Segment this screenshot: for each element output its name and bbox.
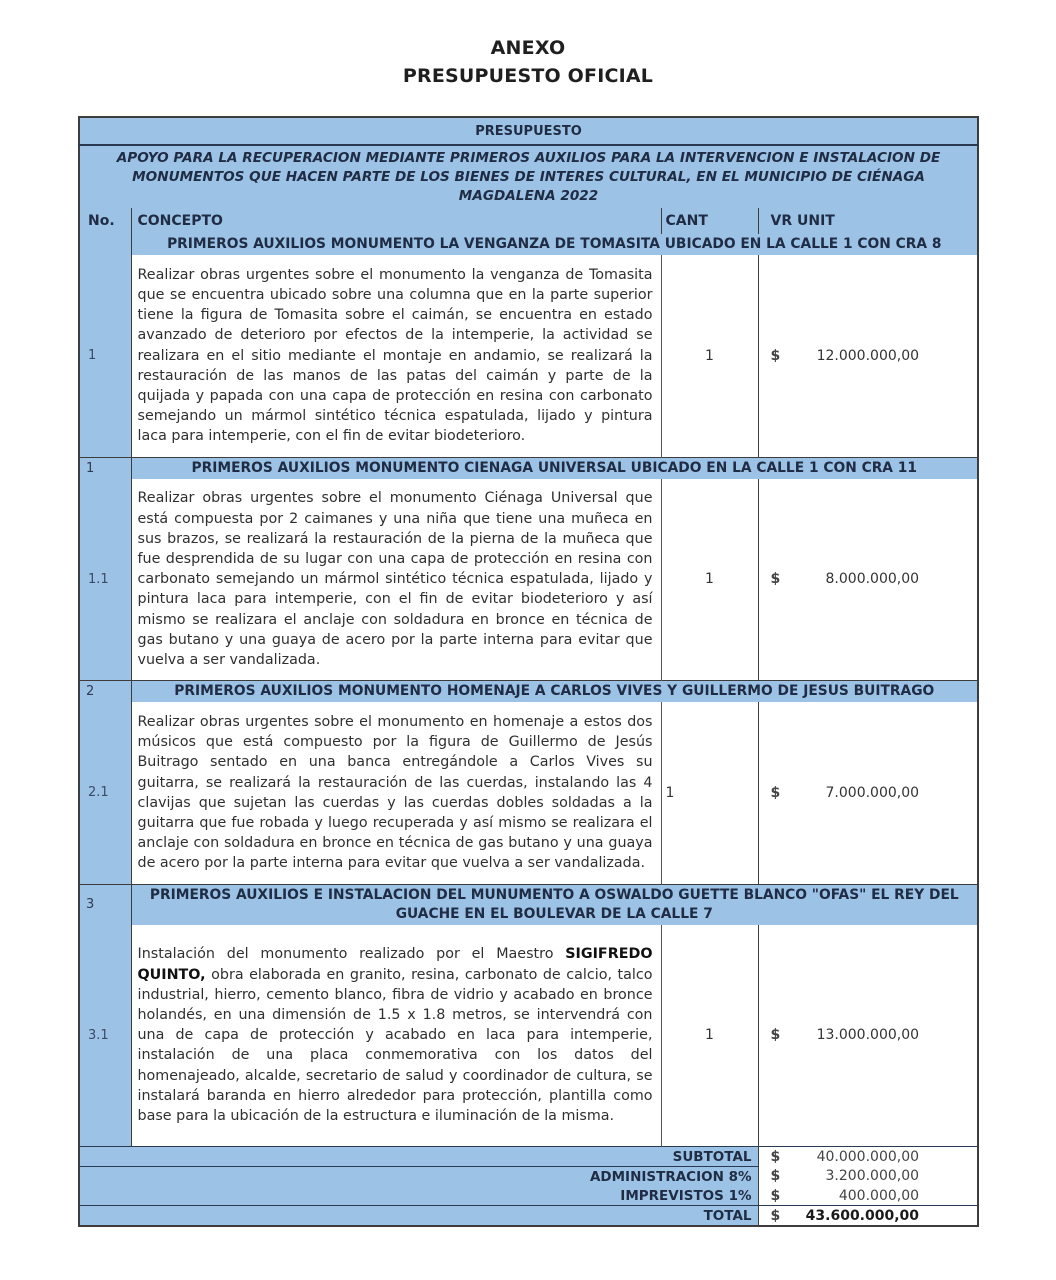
artist-name: SIGIFREDO QUINTO,	[137, 946, 653, 983]
budget-header: PRESUPUESTO	[79, 117, 978, 145]
item-description: Realizar obras urgentes sobre el monumento en homenaje a estos dos músicos que está compuesto por la figura de Guillermo de Jesús Buitrago sentado en una banca entregándole a Carlos Vives su guitarra, se realizará la restauración de las cuerdas, instalando las 4 clavijas que sujetan las cuerdas y las cuerdas dobles soldadas a la guitarra que fue robada y luego recuperada y así mismo se realizara el anclaje con soldadura en bronce en técnica de gas butano y una guaya de acero por la parte interna para evitar que vuelva a ser vandalizada.	[131, 702, 661, 884]
subtotal-row	[79, 1147, 978, 1167]
item-quantity: 1	[661, 702, 758, 884]
item-number: 3.1	[79, 925, 131, 1147]
table-row	[79, 702, 978, 884]
administration-value	[758, 1167, 978, 1187]
column-header-concepto: CONCEPTO	[131, 208, 661, 234]
budget-table	[78, 116, 979, 1227]
administration-label: ADMINISTRACION 8%	[79, 1167, 758, 1187]
currency-symbol: $	[770, 1207, 781, 1224]
item-unit-value	[758, 255, 978, 457]
currency-symbol: $	[770, 347, 781, 364]
section-row	[79, 681, 978, 703]
item-unit-value	[758, 925, 978, 1147]
contingency-value	[758, 1186, 978, 1206]
project-title: APOYO PARA LA RECUPERACION MEDIANTE PRIMEROS AUXILIOS PARA LA INTERVENCION E INSTALACION DE MONUMENTOS QUE HACEN PARTE DE LOS BIENES DE INTERES CULTURAL, EN EL MUNICIPIO DE CIÉNAGA MAGDALENA 2022	[79, 145, 978, 208]
item-number: 1.1	[79, 479, 131, 681]
table-row	[79, 255, 978, 457]
contingency-label: IMPREVISTOS 1%	[79, 1186, 758, 1206]
title-anexo: ANEXO	[490, 37, 566, 59]
section-row	[79, 234, 978, 255]
section-number: 2	[79, 681, 131, 703]
column-header-cant: CANT	[661, 208, 758, 234]
currency-symbol: $	[770, 1148, 781, 1165]
item-description: Realizar obras urgentes sobre el monumento Ciénaga Universal que está compuesta por 2 caimanes y una niña que tiene una muñeca en sus brazos, se realizará la restauración de la pierna de la muñeca que fue desprendida de su lugar con una capa de protección en resina con carbonato semejando un mármol sintético técnica espatulada, lijado y pintura laca para intemperie, con el fin de evitar biodeterioro y así mismo se realizara el anclaje con soldadura en bronce en técnica de gas butano y una guaya de acero por la parte interna para evitar que vuelva a ser vandalizada.	[131, 479, 661, 681]
currency-symbol: $	[770, 1027, 781, 1044]
column-header-vr-unit: VR UNIT	[758, 208, 978, 234]
section-title: PRIMEROS AUXILIOS MONUMENTO HOMENAJE A CARLOS VIVES Y GUILLERMO DE JESUS BUITRAGO	[131, 681, 978, 703]
section-row	[79, 884, 978, 925]
document-title	[0, 34, 1056, 90]
currency-symbol: $	[770, 1168, 781, 1185]
section-row	[79, 457, 978, 479]
column-header-row	[79, 208, 978, 234]
item-quantity: 1	[661, 479, 758, 681]
title-presupuesto-oficial: PRESUPUESTO OFICIAL	[402, 65, 654, 87]
item-unit-value	[758, 702, 978, 884]
item-number: 2.1	[79, 702, 131, 884]
project-title-row	[79, 145, 978, 208]
amount: 3.200.000,00	[825, 1168, 920, 1185]
currency-symbol: $	[770, 784, 781, 801]
item-description	[131, 925, 661, 1147]
subtotal-value	[758, 1147, 978, 1167]
amount: 8.000.000,00	[825, 571, 920, 588]
item-unit-value	[758, 479, 978, 681]
contingency-row	[79, 1186, 978, 1206]
item-quantity: 1	[661, 925, 758, 1147]
amount: 13.000.000,00	[816, 1027, 920, 1044]
description-text: obra elaborada en granito, resina, carbonato de calcio, talco industrial, hierro, cemento blanco, fibra de vidrio y acabado en bronce holandés, en una dimensión de 1.5 x 1.8 metros, se intervendrá con una de capa de protección y acabado en laca para intemperie, instalación de una placa conmemorativa con los datos del homenajeado, alcalde, secretario de salud y coordinador de cultura, se instalará baranda en hierro alrededor para protección, plantilla como base para la ubicación de la estructura e iluminación de la misma.	[137, 966, 653, 1124]
item-quantity: 1	[661, 255, 758, 457]
amount: 400.000,00	[838, 1187, 920, 1204]
table-row	[79, 925, 978, 1147]
section-number: 3	[79, 884, 131, 925]
column-header-no: No.	[79, 208, 131, 234]
section-title: PRIMEROS AUXILIOS E INSTALACION DEL MUNUMENTO A OSWALDO GUETTE BLANCO "OFAS" EL REY DEL GUACHE EN EL BOULEVAR DE LA CALLE 7	[131, 884, 978, 925]
total-label: TOTAL	[79, 1206, 758, 1227]
amount: 7.000.000,00	[825, 784, 920, 801]
section-number	[79, 234, 131, 255]
section-number: 1	[79, 457, 131, 479]
section-title: PRIMEROS AUXILIOS MONUMENTO LA VENGANZA DE TOMASITA UBICADO EN LA CALLE 1 CON CRA 8	[131, 234, 978, 255]
amount: 12.000.000,00	[816, 347, 920, 364]
table-row	[79, 479, 978, 681]
item-number: 1	[79, 255, 131, 457]
description-text: Instalación del monumento realizado por el Maestro	[137, 946, 566, 963]
budget-header-row	[79, 117, 978, 145]
item-description: Realizar obras urgentes sobre el monumento la venganza de Tomasita que se encuentra ubicado sobre una columna que en la parte superior tiene la figura de Tomasita sobre el caimán, se encuentra en estado avanzado de deterioro por efectos de la intemperie, la actividad se realizara en el sitio mediante el montaje en andamio, se realizará la restauración de las manos de las patas del caimán y parte de la quijada y papada con una capa de protección en resina con carbonato semejando un mármol sintético técnica espatulada, lijado y pintura laca para intemperie, con el fin de evitar biodeterioro.	[131, 255, 661, 457]
section-title: PRIMEROS AUXILIOS MONUMENTO CIENAGA UNIVERSAL UBICADO EN LA CALLE 1 CON CRA 11	[131, 457, 978, 479]
amount: 40.000.000,00	[816, 1148, 920, 1165]
amount: 43.600.000,00	[805, 1207, 920, 1224]
currency-symbol: $	[770, 1187, 781, 1204]
total-row	[79, 1206, 978, 1227]
administration-row	[79, 1167, 978, 1187]
total-value	[758, 1206, 978, 1227]
currency-symbol: $	[770, 571, 781, 588]
subtotal-label: SUBTOTAL	[79, 1147, 758, 1167]
